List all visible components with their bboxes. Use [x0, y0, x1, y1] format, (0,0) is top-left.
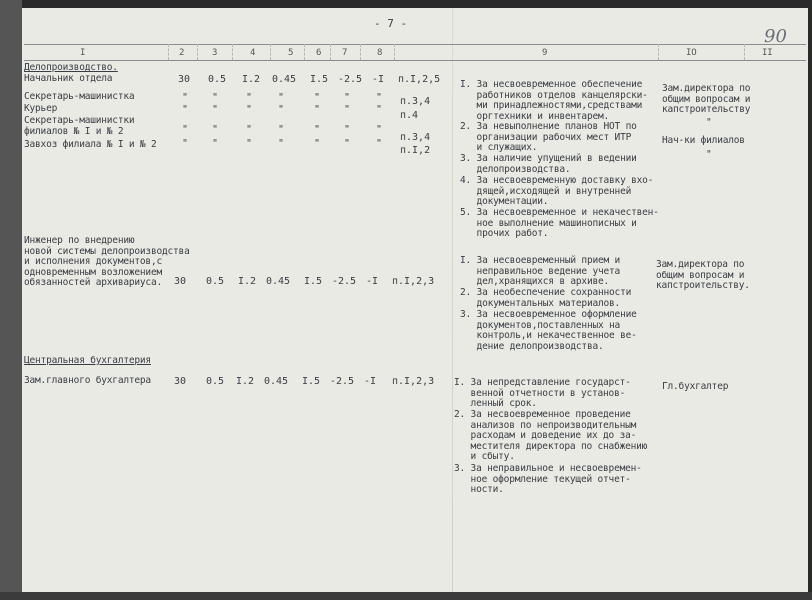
ditto-cell: " [376, 104, 383, 115]
value-cell: п.3,4 [400, 132, 431, 143]
ditto-cell: " [344, 138, 351, 149]
col-sep [197, 44, 198, 60]
header-bottom-rule [24, 60, 806, 61]
value-cell: 0.5 [208, 74, 227, 85]
ditto-cell: " [314, 92, 321, 103]
condition-item: 5. За несвоевременное и некачествен- ное выполнение машинописных и прочих работ. [460, 207, 659, 239]
ditto-cell: " [246, 104, 253, 115]
ditto-cell: " [182, 124, 189, 135]
ditto-cell: " [278, 92, 285, 103]
value-cell: п.I,2,5 [398, 74, 441, 85]
value-cell: -I [366, 276, 379, 287]
ditto-cell: " [314, 138, 321, 149]
condition-item: 3. За неправильное и несвоевремен- ное оформление текущей отчет- ности. [454, 463, 642, 495]
position-deputy-chief-accountant: Зам.главного бухгалтера [24, 375, 151, 386]
col-header-8: 8 [377, 48, 383, 58]
value-cell: 0.45 [266, 276, 291, 287]
page-number: - 7 - [374, 17, 408, 30]
ditto-cell: " [212, 92, 219, 103]
value-cell: п.3,4 [400, 96, 431, 107]
ditto-cell: " [278, 138, 285, 149]
col-sep [270, 44, 271, 60]
ditto-cell: " [344, 92, 351, 103]
approver-cell: Зам.директора по общим вопросам и капстроительству. [656, 259, 750, 291]
position-head-of-dept: Начальник отдела [24, 73, 113, 84]
ditto-cell: " [212, 138, 219, 149]
col-sep [360, 44, 361, 60]
condition-item: 2. За необеспечение сохранности документальных материалов. [460, 287, 632, 309]
value-cell: -2.5 [330, 376, 355, 387]
value-cell: I.2 [238, 276, 257, 287]
position-engineer-records-system: Инженер по внедрению новой системы делопроизводства и исполнения документов,с одновременным возложением обязанностей архивариуса. [24, 235, 190, 288]
value-cell: -2.5 [338, 74, 363, 85]
value-cell: п.I,2,3 [392, 376, 435, 387]
position-branch-supply-manager: Завхоз филиала № I и № 2 [24, 139, 157, 150]
value-cell: I.5 [302, 376, 321, 387]
approver-cell: Зам.директора по общим вопросам и капстроительству [662, 83, 751, 115]
value-cell: 30 [174, 376, 187, 387]
value-cell: 0.45 [264, 376, 289, 387]
scan-left-edge [0, 0, 22, 600]
ditto-cell: " [278, 124, 285, 135]
position-secretary-typist: Секретарь-машинистка [24, 91, 135, 102]
condition-item: I. За несвоевременное обеспечение работников отделов канцелярски- ми принадлежностями,средствами оргтехники и инвентарем. [460, 79, 648, 122]
col-header-10: IO [686, 48, 697, 58]
condition-item: I. За несвоевременный прием и неправильное ведение учета дел,хранящихся в архиве. [460, 255, 621, 287]
ditto-cell: " [376, 138, 383, 149]
value-cell: I.2 [236, 376, 255, 387]
page-fold [452, 8, 453, 596]
header-top-rule [24, 44, 806, 45]
value-cell: -I [372, 74, 385, 85]
col-header-9: 9 [542, 48, 548, 58]
col-header-6: 6 [316, 48, 322, 58]
ditto-cell: " [376, 124, 383, 135]
ditto-cell: " [344, 124, 351, 135]
ditto-cell: " [246, 138, 253, 149]
value-cell: п.I,2 [400, 145, 431, 156]
value-cell: -2.5 [332, 276, 357, 287]
condition-item: 2. За несвоевременное проведение анализов по непроизводительным расходам и доведение их до за- местителя директора по снабжению и сбыту. [454, 409, 648, 462]
ditto-cell: " [246, 124, 253, 135]
ditto-cell: " [344, 104, 351, 115]
ditto-cell: " [706, 149, 712, 160]
approver-cell: Нач-ки филиалов [662, 135, 745, 146]
ditto-cell: " [706, 117, 712, 128]
col-sep [304, 44, 305, 60]
col-header-3: 3 [212, 48, 218, 58]
section-title-records: Делопроизводство. [24, 62, 118, 73]
value-cell: I.5 [304, 276, 323, 287]
col-header-7: 7 [342, 48, 348, 58]
col-sep [232, 44, 233, 60]
value-cell: I.2 [242, 74, 261, 85]
ditto-cell: " [212, 104, 219, 115]
position-branch-secretaries: Секретарь-машинистки филиалов № I и № 2 [24, 115, 135, 137]
col-header-4: 4 [250, 48, 256, 58]
col-header-1: I [80, 48, 86, 58]
ditto-cell: " [246, 92, 253, 103]
value-cell: -I [364, 376, 377, 387]
value-cell: 30 [178, 74, 191, 85]
condition-item: 3. За наличие упущений в ведении делопроизводства. [460, 153, 637, 175]
ditto-cell: " [314, 104, 321, 115]
value-cell: 0.45 [272, 74, 297, 85]
condition-item: I. За непредставление государст- венной отчетности в установ- ленный срок. [454, 377, 631, 409]
value-cell: 0.5 [206, 276, 225, 287]
condition-item: 4. За несвоевременную доставку вхо- дящей,исходящей и внутренней документации. [460, 175, 654, 207]
col-header-11: II [762, 48, 773, 58]
approver-cell: Гл.бухгалтер [662, 381, 729, 392]
value-cell: п.I,2,3 [392, 276, 435, 287]
ditto-cell: " [182, 138, 189, 149]
ditto-cell: " [182, 104, 189, 115]
value-cell: I.5 [310, 74, 329, 85]
col-sep [744, 44, 745, 60]
col-header-2: 2 [179, 48, 185, 58]
condition-item: 3. За несвоевременное оформление документов,поставленных на контроль,и некачественное ве- дение делопроизводства. [460, 309, 637, 352]
document-page [22, 8, 808, 596]
ditto-cell: " [376, 92, 383, 103]
handwritten-page-mark: 90 [764, 26, 787, 47]
section-title-central-accounting: Центральная бухгалтерия [24, 355, 151, 366]
value-cell: 30 [174, 276, 187, 287]
col-sep [330, 44, 331, 60]
ditto-cell: " [314, 124, 321, 135]
value-cell: 0.5 [206, 376, 225, 387]
col-sep [658, 44, 659, 60]
ditto-cell: " [212, 124, 219, 135]
scan-bottom-edge [0, 592, 812, 600]
ditto-cell: " [182, 92, 189, 103]
value-cell: п.4 [400, 110, 419, 121]
col-header-5: 5 [288, 48, 294, 58]
col-sep [168, 44, 169, 60]
position-courier: Курьер [24, 103, 58, 114]
col-sep [394, 44, 395, 60]
condition-item: 2. За невыполнение планов НОТ по организации рабочих мест ИТР и служащих. [460, 121, 637, 153]
ditto-cell: " [278, 104, 285, 115]
